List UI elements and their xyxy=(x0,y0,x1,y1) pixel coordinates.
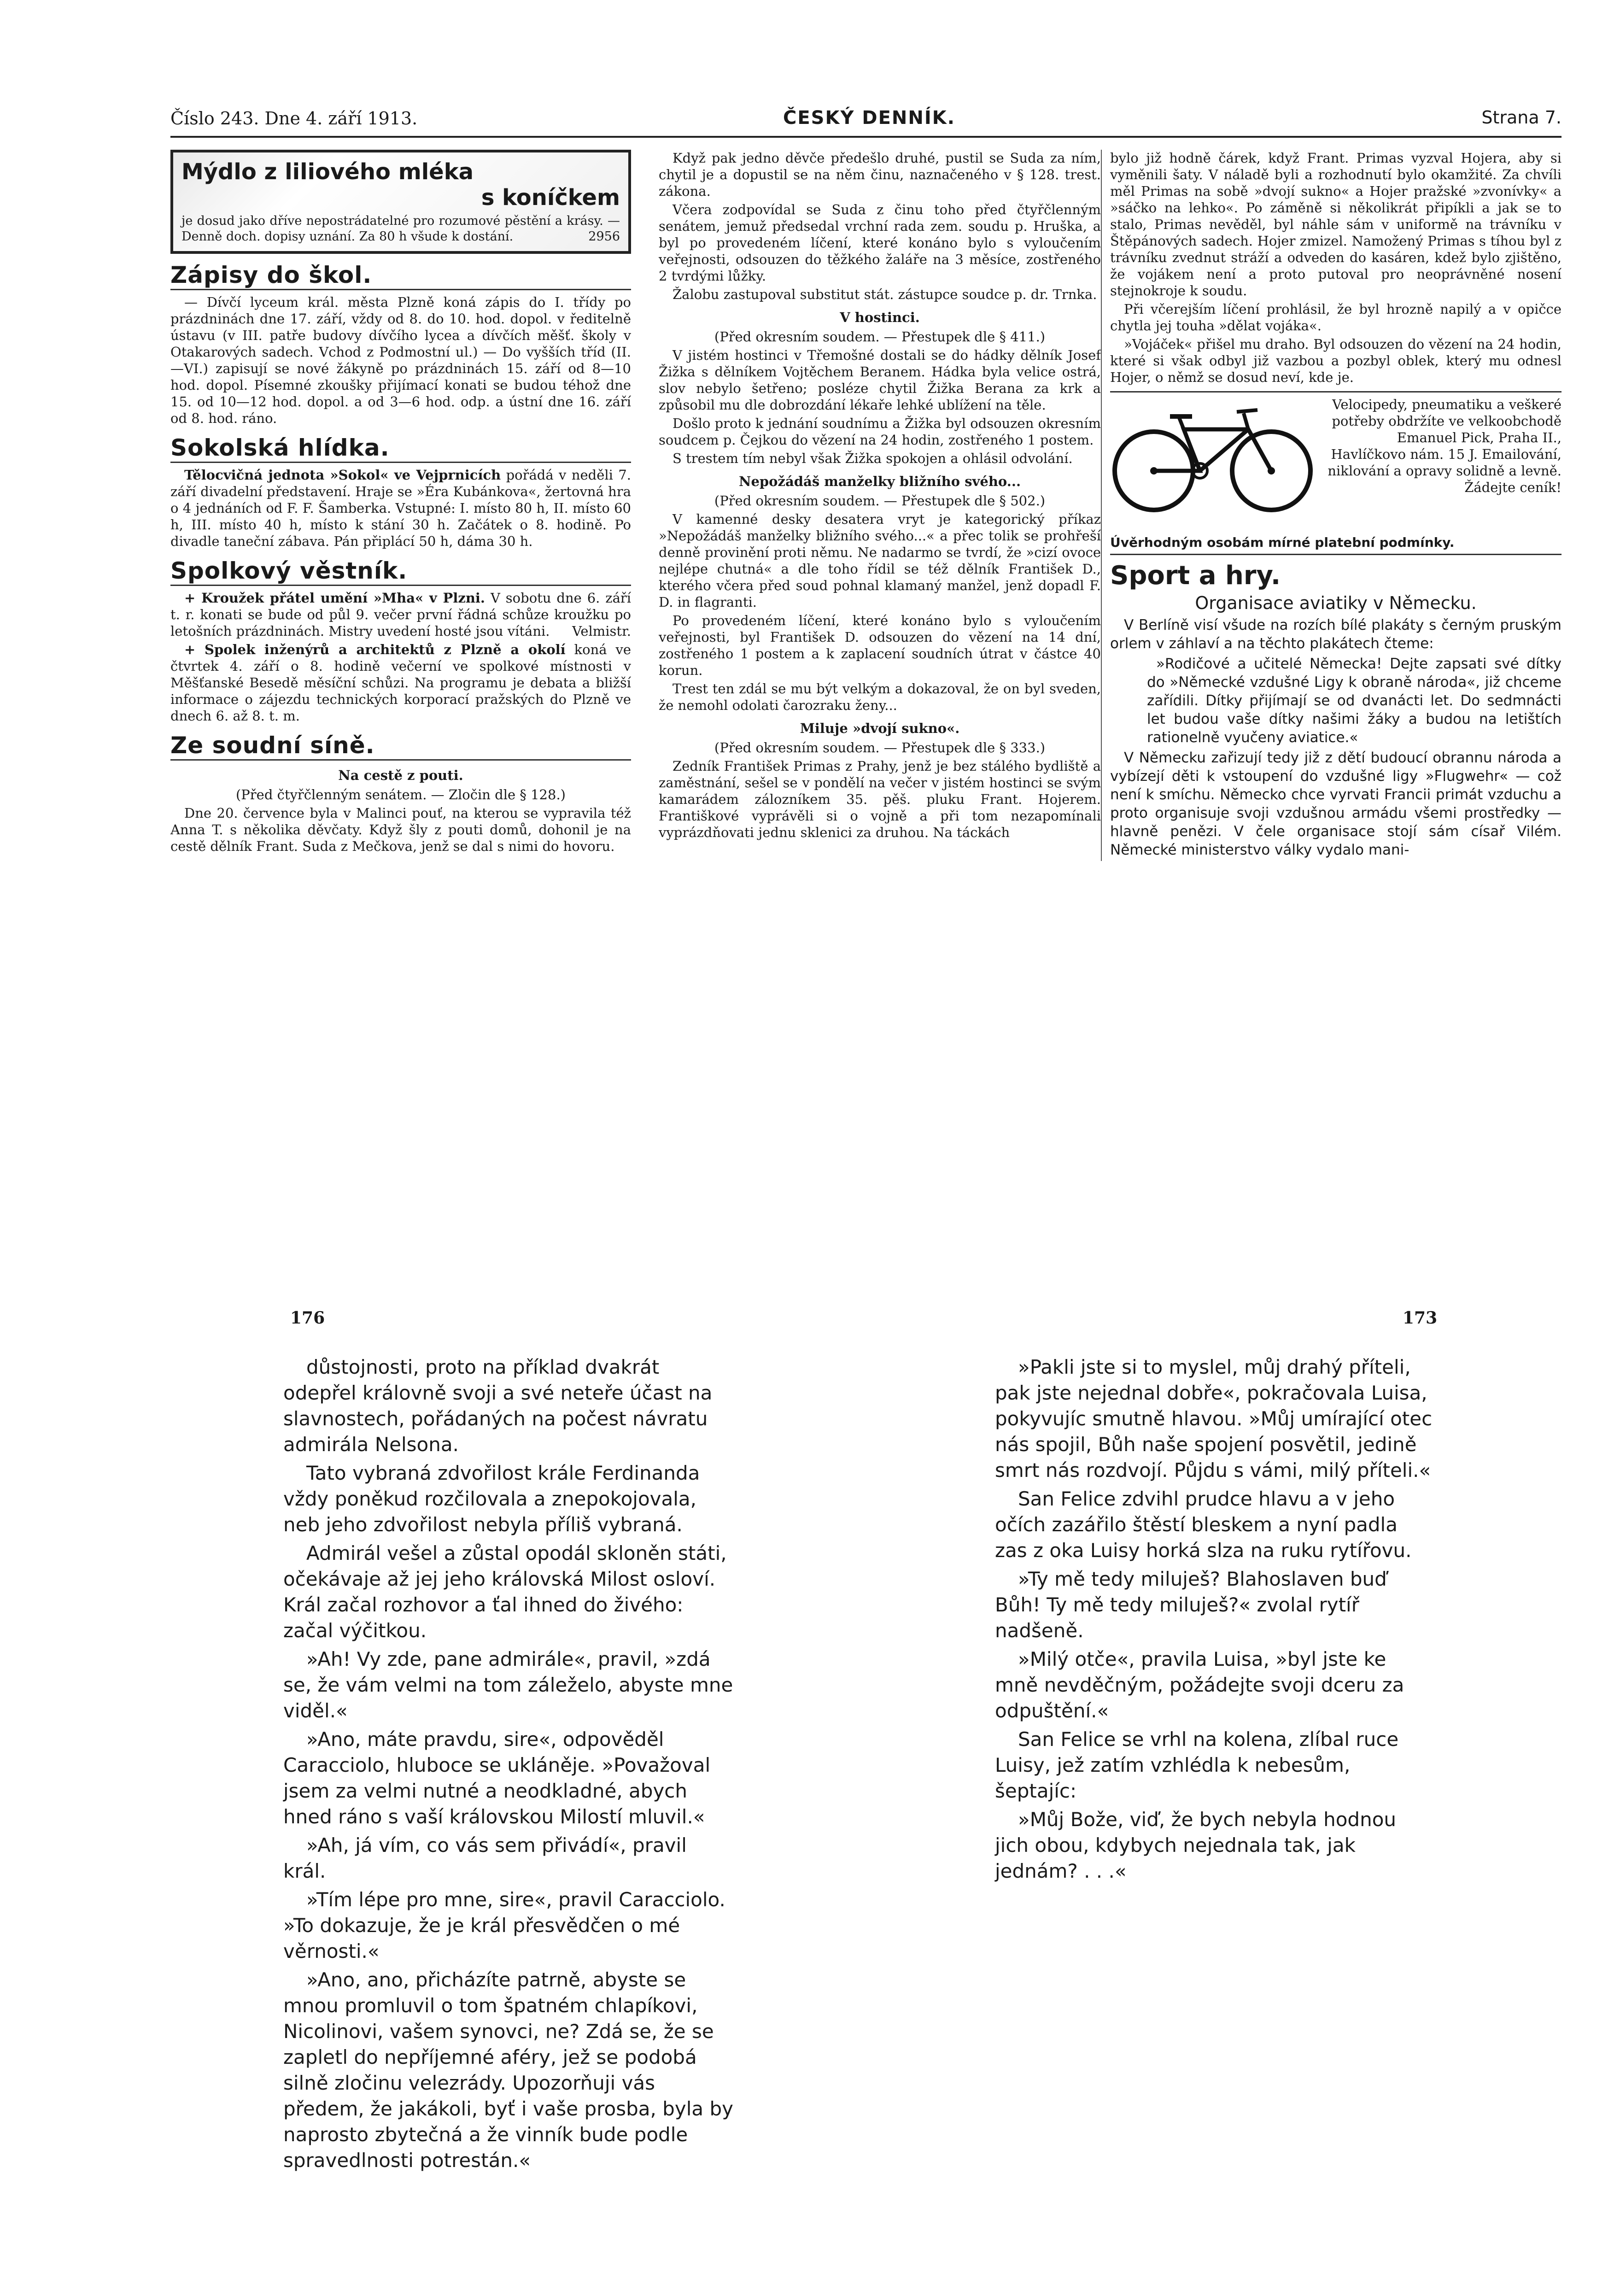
court-note-2: (Před okresním soudem. — Přestupek dle § 411.) xyxy=(714,329,1046,345)
bicycle-ad-text: Velocipedy, pneumatiku a veškeré potřeby obdržíte ve velkoobchodě Emanuel Pick, Praha II., Havlíčkovo nám. 15 J. Emailování, niklování a opravy solidně a levně. Žádejte ceník! xyxy=(1328,397,1562,495)
col2-paragraph: Došlo proto k jednání soudnímu a Žižka byl odsouzen okresním soudcem p. Čejkou do vězení na 24 hodin, zostřeného 1 postem. xyxy=(659,416,1101,448)
section-title-sokol: Sokolská hlídka. xyxy=(170,434,631,463)
court-note-4: (Před okresním soudem. — Přestupek dle § 333.) xyxy=(714,740,1046,756)
col2-paragraph: Když pak jedno děvče předešlo druhé, pustil se Suda za ním, chytil je a dopustil se na něm činu, naznačeného v § 128. trest. zákona. xyxy=(659,150,1101,199)
col2-paragraph: Po provedeném líčení, které konáno bylo s vyloučením veřejnosti, byl František D. odsouzen do vězení na 14 dní, zostřeného 1 postem a k zaplacení soudních útrat v částce 40 korun. xyxy=(659,613,1101,678)
page-number: Strana 7. xyxy=(1481,107,1562,128)
book-page-left xyxy=(283,1354,735,2176)
sport-body xyxy=(1110,616,1562,859)
sokol-text: Tělocvičná jednota »Sokol« ve Vejprnicích pořádá v neděli 7. září divadelní představení. Hraje se »Éra Kubánkova«, žertovná hra o 4 jednáních od F. F. Šamberka. Vstupné: I. místo 80 h, II. místo 60 h, III. místo 40 h, místo k stání 30 h. Začátek o 8. hodině. Po divadle taneční zábava. Pán připlácí 50 h, dáma 30 h. xyxy=(170,467,631,549)
col3-paragraph: Při včerejším líčení prohlásil, že byl hrozně napilý a v opičce chytla jej touha »dělat vojáka«. xyxy=(1110,301,1562,334)
book-paragraph: »Ah, já vím, co vás sem přivádí«, pravil král. xyxy=(283,1834,687,1882)
newspaper-page xyxy=(170,104,1562,1246)
col2-paragraph: Zedník František Primas z Prahy, jenž je bez stálého bydliště a zaměstnání, sešel se v pondělí na večer v jistém hostinci se svým kamarádem zálozníkem 35. pěš. pluku Frant. Hojerem. Františkové vyprávěli si o vojně a při tom nezapomínali vyprázdňovati jednu sklenici za druhou. Na táckách xyxy=(659,758,1101,840)
col2-paragraph: Trest ten zdál se mu být velkým a dokazoval, že on byl sveden, že nemohl odolati čarozraku ženy... xyxy=(659,681,1101,713)
column-1 xyxy=(170,150,631,856)
court-subtitle-3: Nepožádáš manželky bližního svého... xyxy=(738,474,1021,489)
newspaper-title: ČESKÝ DENNÍK. xyxy=(783,107,955,129)
clubs-text-1: + Kroužek přátel umění »Mha« v Plzni. V sobotu dne 6. září t. r. konati se bude od půl 9. večer první řádná schůze kroužku po letošních prázdninách. Mistry uvedení hosté jsou vítáni. Velmistr. xyxy=(170,590,631,639)
book-paragraph: »Pakli jste si to myslel, můj drahý příteli, pak jste nejednal dobře«, pokračovala Luisa, pokyvujíc smutně hlavou. »Můj umírající otec nás spojil, Bůh naše spojení posvětil, jedině smrt nás rozdvojí. Půjdu s vámi, milý příteli.« xyxy=(995,1356,1433,1482)
schools-text: — Dívčí lyceum král. města Plzně koná zápis do I. třídy po prázdninách dne 17. září, vždy od 8. do 10. hod. dopol. v ředitelně ústavu (v III. patře budovy dívčího lycea a dívčích měšť. školy v Otakarových sadech. Vchod z Podmostní ul.) — Do vyšších tříd (II.—VI.) zapisují se nové žákyně po prázdninách 15. září od 8—10 hod. dopol. Písemné zkoušky přijímací konati se budou téhož dne 15. od 10—12 hod. dopol. a od 3—6 hod. odp. a ústní dne 16. září od 8. hod. ráno. xyxy=(170,294,631,426)
issue-date: Číslo 243. Dne 4. září 1913. xyxy=(170,108,418,129)
court-subtitle-2: V hostinci. xyxy=(840,310,920,325)
sport-subtitle: Organisace aviatiky v Německu. xyxy=(1195,593,1477,613)
clubs-text-2: + Spolek inženýrů a architektů z Plzně a okolí koná ve čtvrtek 4. září o 8. hodině večerní ve spolkové místnosti v Měšťanské Besedě měsíční schůzi. Na programu je debata a bližší informace o zájezdu technických korporací pražských do Plzně ve dnech 6. až 8. t. m. xyxy=(170,642,631,724)
page-header xyxy=(170,104,1562,138)
court-text-1: Dne 20. července byla v Malinci pouť, na kterou se vypravila též Anna T. s několika děvčaty. Když šly z pouti domů, dohonil je na cestě dělník Frant. Suda z Mečkova, jenž se dal s nimi do hovoru. xyxy=(170,805,631,854)
bicycle-advertisement xyxy=(1110,391,1562,555)
soap-ad-title: Mýdlo z liliového mléka xyxy=(181,159,474,185)
bicycle-ad-footer: Úvěrhodným osobám mírné platební podmínky. xyxy=(1110,535,1455,550)
book-paragraph: Admirál vešel a zůstal opodál skloněn státi, očekávaje až jej jeho královská Milost osloví. Král začal rozhovor a ťal ihned do živého: začal výčitkou. xyxy=(283,1542,727,1642)
book-paragraph: Tato vybraná zdvořilost krále Ferdinanda vždy poněkud rozčilovala a znepokojovala, neb jeho zdvořilost nebyla příliš vybraná. xyxy=(283,1462,700,1536)
book-paragraph: »Tím lépe pro mne, sire«, pravil Caracciolo. »To dokazuje, že je král přesvědčen o mé věrnosti.« xyxy=(283,1888,725,1962)
book-page-number-left: 176 xyxy=(290,1308,325,1328)
col3-paragraph: »Vojáček« přišel mu draho. Byl odsouzen do vězení na 24 hodin, které si však odbyl již vazbou a pozbyl oblek, který mu odnesl Hojer, o němž se dosud neví, kde je. xyxy=(1110,336,1562,385)
col2-paragraph: Včera zodpovídal se Suda z činu toho před čtyřčlenným senátem, jemuž předsedal vrchní rada zem. soudu p. Hruška, a byl po provedeném líčení, které konáno bylo s vyloučením veřejnosti, odsouzen do těžkého žaláře na 3 měsíce, zostřeného 2 tvrdými lůžky. xyxy=(659,202,1101,284)
soap-ad-code: 2956 xyxy=(588,229,620,244)
book-paragraph: San Felice zdvihl prudce hlavu a v jeho očích zazářilo štěstí bleskem a nyní padla zas z oka Luisy horká slza na ruku rytířovu. xyxy=(995,1488,1412,1562)
col2-paragraph: Žalobu zastupoval substitut stát. zástupce soudce p. dr. Trnka. xyxy=(673,287,1097,302)
book-paragraph: »Milý otče«, pravila Luisa, »byl jste ke mně nevděčným, požádejte svoji dceru za odpuštění.« xyxy=(995,1648,1404,1722)
book-paragraph: důstojnosti, proto na příklad dvakrát odepřel královně svoji a své neteře účast na slavnostech, pořádaných na počest návratu admirála Nelsona. xyxy=(283,1356,713,1456)
book-paragraph: San Felice se vrhl na kolena, zlíbal ruce Luisy, jež zatím vzhlédla k nebesům, šeptajíc: xyxy=(995,1728,1399,1802)
sport-quote: »Rodičové a učitelé Německa! Dejte zapsati své dítky do »Německé vzdušné Ligy k obraně národa«, již chceme zařídili. Dítky přijímají se od dvanácti let. Do sedmnácti let budou vaše dítky našimi žáky a budou na letištích rationelně vyučeny aviatice.« xyxy=(1147,656,1562,746)
section-title-schools: Zápisy do škol. xyxy=(170,261,631,290)
col2-paragraph: V kamenné desky desatera vryt je kategorický příkaz »Nepožádáš manželky bližního svého...« a přec tolik se prohřeší denně provinění proti němu. Ne nadarmo se tvrdí, že »cizí ovoce nejlépe chutná« a dle toho řídil se též dělník František D., kterého včera před soud pohnal klamaný manžel, jenž dopadl F. D. in flagranti. xyxy=(659,511,1101,610)
sport-paragraph: V Německu zařizují tedy již z dětí budoucí obrannu národa a vybízejí děti k vstoupení do vzdušné ligy »Flugwehr« — což není k smíchu. Německo chce vyrvati Francii primát vzduchu a proto organisuje svoji vzdušnou armádu všemi prostředky — hlavně penězi. V čele organisace stojí sám císař Vilém. Německé ministerstvo války vydalo mani- xyxy=(1110,750,1562,858)
column-2 xyxy=(659,150,1101,843)
court-note-3: (Před okresním soudem. — Přestupek dle § 502.) xyxy=(714,493,1046,509)
col2-paragraph: S trestem tím nebyl však Žižka spokojen a ohlásil odvolání. xyxy=(673,451,1073,466)
section-title-sport: Sport a hry. xyxy=(1110,561,1281,591)
book-paragraph: »Ano, ano, přicházíte patrně, abyste se mnou promluvil o tom špatném chlapíkovi, Nicolinovi, vašem synovci, ne? Zdá se, že se zapletl do nepříjemné aféry, jež se podobá silně zločinu velezrády. Upozorňuji vás předem, že jakákoli, byť i vaše prosba, byla by naprosto zbytečná a že vinník bude podle spravedlnosti potrestán.« xyxy=(283,1968,733,2172)
book-paragraph: »Ano, máte pravdu, sire«, odpověděl Caracciolo, hluboce se ukláněje. »Považoval jsem za velmi nutné a neodkladné, abych hned ráno s vaší královskou Milostí mluvil.« xyxy=(283,1728,711,1828)
book-paragraph: »Můj Bože, viď, že bych nebyla hodnou jich obou, kdybych nejednala tak, jak jednám? . . .« xyxy=(995,1808,1397,1882)
sport-paragraph: V Berlíně visí všude na rozích bílé plakáty s černým pruským orlem v záhlaví a na těchto plakátech čteme: xyxy=(1110,617,1562,652)
soap-ad-body: je dosud jako dříve nepostrádatelné pro rozumové pěstění a krásy. — Denně doch. dopisy uznání. Za 80 h všude k dostání. 2956 xyxy=(181,214,620,244)
col3-paragraph: bylo již hodně čárek, když Frant. Primas vyzval Hojera, aby si vyměnili šaty. V náladě byli a rozhodnutí bylo okamžité. Za chvíli měl Primas na sobě »dvojí sukno« a Hojer pražské »zvonívky« a »sáčko na lehko«. Po záměně si několikrát připíkli a jak se to stalo, Primas nevěděl, byl náhle sám v uniformě na trávníku v Štěpánových sadech. Hojer zmizel. Namožený Primas s tíhou byl z trávníku zvednut stráží a odveden do kasáren, kdež bylo zjištěno, že vojákem není a proto putoval pro neoprávněné nosení stejnokroje k soudu. xyxy=(1110,150,1562,299)
book-page-right xyxy=(995,1354,1433,1887)
section-title-court: Ze soudní síně. xyxy=(170,732,631,761)
book-paragraph: »Ty mě tedy miluješ? Blahoslaven buď Bůh! Ty mě tedy miluješ?« zvolal rytíř nadšeně. xyxy=(995,1568,1387,1642)
soap-ad-subtitle: s koníčkem xyxy=(481,185,620,211)
bicycle-illustration-icon xyxy=(1110,402,1317,517)
court-note-1: (Před čtyřčlenným senátem. — Zločin dle § 128.) xyxy=(235,787,566,802)
section-title-clubs: Spolkový věstník. xyxy=(170,557,631,586)
col2-paragraph: V jistém hostinci v Třemošné dostali se do hádky dělník Josef Žižka s dělníkem Vojtěchem Beranem. Hádka byla velice ostrá, slov nebylo šetřeno; posléze chytil Žižka Berana za krk a způsobil mu dle dobrozdání lékaře lehké ublížení na těle. xyxy=(659,347,1101,413)
court-subtitle-4: Miluje »dvojí sukno«. xyxy=(800,720,960,736)
book-page-number-right: 173 xyxy=(1403,1308,1438,1328)
book-paragraph: »Ah! Vy zde, pane admirále«, pravil, »zdá se, že vám velmi na tom záleželo, abyste mne viděl.« xyxy=(283,1648,733,1722)
column-3 xyxy=(1101,150,1562,861)
soap-advertisement xyxy=(170,150,631,254)
court-subtitle-1: Na cestě z pouti. xyxy=(338,767,463,783)
